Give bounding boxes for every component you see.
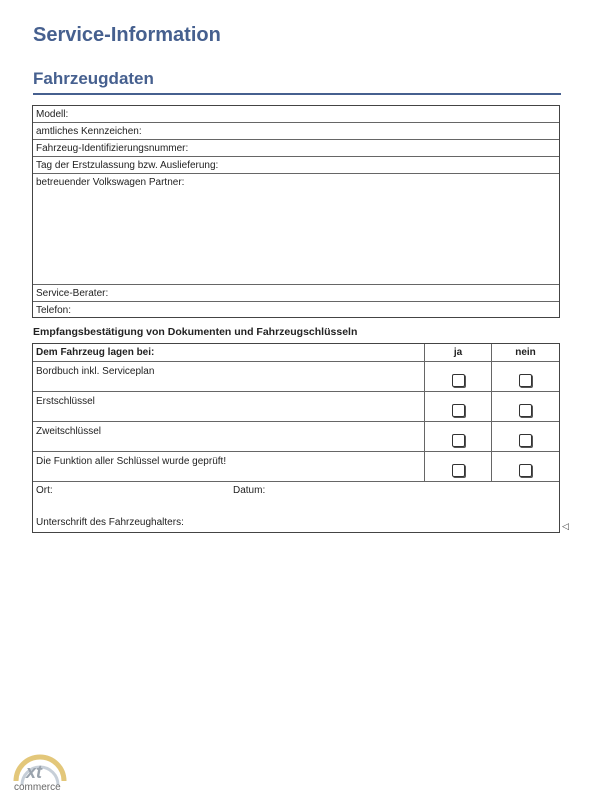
receipt-header-row bbox=[33, 344, 559, 362]
column-nein: nein bbox=[515, 347, 536, 358]
receipt-table bbox=[32, 343, 560, 533]
item-row bbox=[33, 422, 559, 452]
cell-ja bbox=[425, 392, 492, 421]
item-label: Zweitschlüssel bbox=[33, 422, 425, 451]
checkbox-nein[interactable] bbox=[519, 374, 532, 387]
item-label: Erstschlüssel bbox=[33, 392, 425, 421]
datum-label: Datum: bbox=[233, 485, 266, 496]
item-row bbox=[33, 392, 559, 422]
column-ja: ja bbox=[425, 344, 492, 361]
checkbox-ja[interactable] bbox=[452, 404, 465, 417]
field-kennzeichen[interactable]: amtliches Kennzeichen: bbox=[33, 123, 559, 140]
cell-nein bbox=[492, 362, 559, 391]
receipt-head-label: Dem Fahrzeug lagen bei: bbox=[33, 344, 425, 361]
item-label: Bordbuch inkl. Serviceplan bbox=[33, 362, 425, 391]
checkbox-nein[interactable] bbox=[519, 404, 532, 417]
field-partner[interactable]: betreuender Volkswagen Partner: bbox=[33, 174, 559, 285]
item-row bbox=[33, 362, 559, 392]
cell-ja bbox=[425, 362, 492, 391]
item-label: Die Funktion aller Schlüssel wurde geprüft! bbox=[33, 452, 425, 481]
field-telefon[interactable]: Telefon: bbox=[36, 305, 72, 316]
checkbox-ja[interactable] bbox=[452, 434, 465, 447]
cell-nein bbox=[492, 392, 559, 421]
cell-nein bbox=[492, 422, 559, 451]
cell-nein bbox=[492, 452, 559, 481]
signature-area[interactable] bbox=[33, 482, 559, 529]
logo-text: commerce bbox=[14, 782, 61, 793]
vehicle-data-table bbox=[32, 105, 560, 318]
receipt-title: Empfangsbestätigung von Dokumenten und Fahrzeugschlüsseln bbox=[33, 326, 358, 338]
field-fin[interactable]: Fahrzeug-Identifizierungsnummer: bbox=[33, 140, 559, 157]
checkbox-nein[interactable] bbox=[519, 434, 532, 447]
checkbox-ja[interactable] bbox=[452, 464, 465, 477]
checkbox-ja[interactable] bbox=[452, 374, 465, 387]
item-row bbox=[33, 452, 559, 482]
logo-brand: xt bbox=[26, 762, 43, 782]
signature-label: Unterschrift des Fahrzeughalters: bbox=[36, 517, 184, 528]
triangle-left-icon: ◁ bbox=[562, 521, 569, 531]
field-service-berater[interactable]: Service-Berater: bbox=[33, 285, 559, 302]
cell-ja bbox=[425, 422, 492, 451]
checkbox-nein[interactable] bbox=[519, 464, 532, 477]
field-erstzulassung[interactable]: Tag der Erstzulassung bzw. Auslieferung: bbox=[33, 157, 559, 174]
section-title: Fahrzeugdaten bbox=[33, 69, 154, 88]
field-modell[interactable]: Modell: bbox=[33, 106, 559, 123]
title-rule bbox=[33, 93, 561, 95]
ort-label: Ort: bbox=[36, 485, 53, 496]
cell-ja bbox=[425, 452, 492, 481]
page-title: Service-Information bbox=[33, 24, 221, 46]
